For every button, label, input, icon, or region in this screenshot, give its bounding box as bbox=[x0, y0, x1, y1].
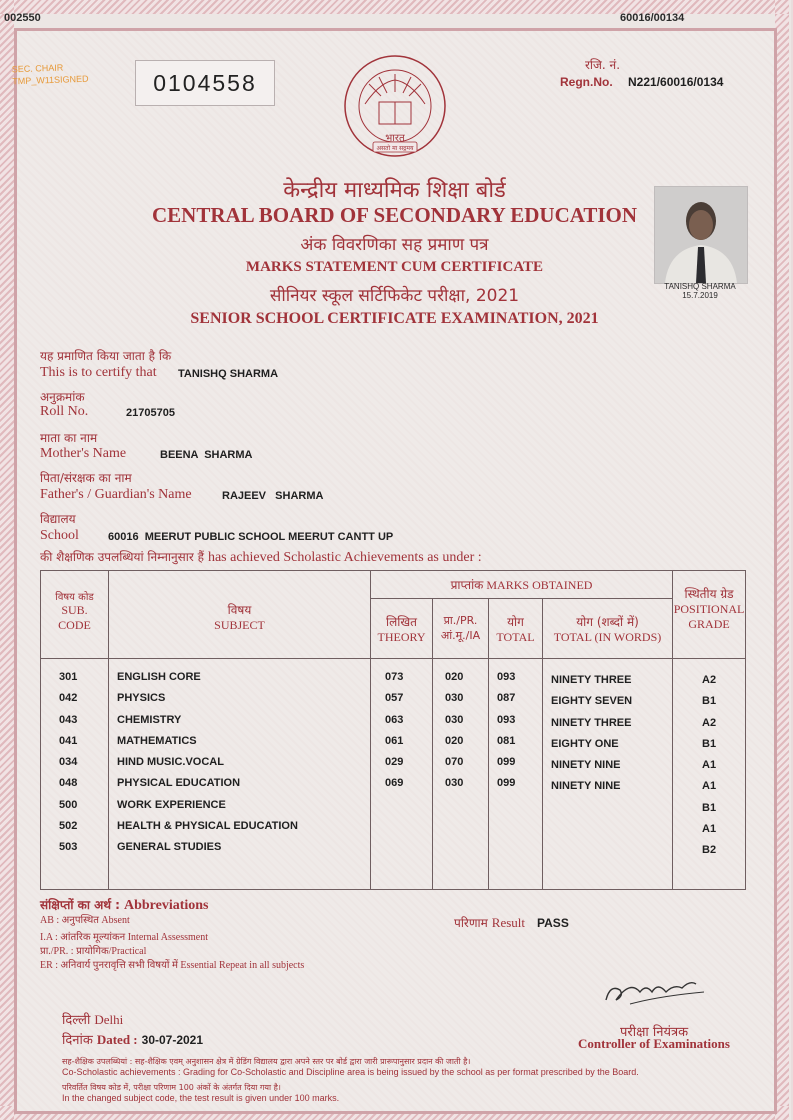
practical-header: प्रा./PR. आं.मू./IA bbox=[433, 599, 489, 659]
grade-column bbox=[673, 659, 746, 890]
cbse-emblem bbox=[335, 52, 455, 164]
serial-number: 0104558 bbox=[135, 60, 275, 106]
theory-header: लिखित THEORY bbox=[371, 599, 433, 659]
table-row-subject: HIND MUSIC.VOCAL bbox=[117, 756, 224, 769]
table-row-grade: A2 bbox=[702, 674, 717, 686]
marks-table bbox=[40, 570, 746, 890]
controller-label-en: Controller of Examinations bbox=[578, 1036, 730, 1051]
table-row-practical: 020 bbox=[445, 671, 464, 683]
doc-title-hi: अंक विवरणिका सह प्रमाण पत्र bbox=[300, 235, 489, 255]
table-row-grade: A1 bbox=[702, 759, 717, 772]
table-row-words: EIGHTY ONE bbox=[551, 737, 619, 750]
date-line: दिनांक Dated : 30-07-2021 bbox=[62, 1032, 204, 1048]
roll-label-hi: अनुक्रमांक bbox=[40, 390, 85, 404]
signature-icon bbox=[600, 970, 710, 1010]
orange-stamp: SEC. CHAIR TMP_W11SIGNED bbox=[11, 62, 89, 87]
father-name: RAJEEV SHARMA bbox=[222, 490, 324, 502]
regn-label-hi: रजि. नं. bbox=[585, 58, 621, 72]
table-row-total: 087 bbox=[497, 692, 516, 705]
table-row-subject: PHYSICS bbox=[117, 692, 166, 705]
table-row-grade: B1 bbox=[702, 737, 717, 750]
table-row-words: NINETY THREE bbox=[551, 716, 632, 729]
top-right-code: 60016/00134 bbox=[620, 12, 685, 24]
subject-column bbox=[109, 659, 371, 890]
emblem-country: भारत bbox=[385, 133, 405, 144]
table-row-subject: PHYSICAL EDUCATION bbox=[117, 777, 241, 790]
controller-label-hi: परीक्षा नियंत्रक bbox=[620, 1025, 689, 1040]
table-row-theory: 063 bbox=[385, 713, 404, 726]
table-row-code: 043 bbox=[59, 713, 78, 726]
table-row-practical: 070 bbox=[445, 756, 464, 769]
exam-title-hi: सीनियर स्कूल सर्टिफिकेट परीक्षा, 2021 bbox=[269, 286, 520, 306]
table-row-code: 301 bbox=[59, 671, 78, 683]
school-name: 60016 MEERUT PUBLIC SCHOOL MEERUT CANTT UP bbox=[108, 531, 394, 543]
table-row-practical: 030 bbox=[445, 777, 464, 790]
subject-header: विषय SUBJECT bbox=[109, 571, 371, 659]
issue-date: 30-07-2021 bbox=[141, 1033, 204, 1047]
regn-number: N221/60016/0134 bbox=[628, 75, 724, 89]
school-label-en: School bbox=[40, 528, 79, 543]
words-column bbox=[543, 659, 673, 890]
student-name: TANISHQ SHARMA bbox=[178, 368, 279, 380]
table-row-words: NINETY NINE bbox=[551, 759, 621, 772]
father-label-hi: पिता/संरक्षक का नाम bbox=[40, 471, 132, 485]
place-line: दिल्ली Delhi bbox=[62, 1012, 124, 1028]
table-row-subject: GENERAL STUDIES bbox=[117, 841, 222, 854]
table-row-code: 503 bbox=[59, 841, 78, 854]
table-row-words: EIGHTY SEVEN bbox=[551, 695, 633, 708]
roll-label-en: Roll No. bbox=[40, 404, 89, 419]
table-row-total: 093 bbox=[497, 671, 516, 683]
regn-label-en: Regn.No. bbox=[560, 75, 613, 89]
table-row-theory: 029 bbox=[385, 756, 404, 769]
table-row-subject: MATHEMATICS bbox=[117, 734, 197, 747]
abbr-item: प्रा./PR. : प्रायोगिक/Practical bbox=[40, 946, 147, 957]
exam-title-en: SENIOR SCHOOL CERTIFICATE EXAMINATION, 2021 bbox=[190, 310, 599, 327]
table-row-total: 093 bbox=[497, 713, 516, 726]
practical-column bbox=[433, 659, 489, 890]
top-left-code: 002550 bbox=[4, 12, 41, 24]
table-row-code: 048 bbox=[59, 777, 78, 790]
board-title-hi: केन्द्रीय माध्यमिक शिक्षा बोर्ड bbox=[283, 178, 506, 203]
table-row-practical: 020 bbox=[445, 734, 464, 747]
table-row-total: 081 bbox=[497, 734, 516, 747]
table-row-code: 502 bbox=[59, 820, 78, 833]
controller-signature bbox=[600, 970, 710, 1015]
abbreviations-title: संक्षिप्तों का अर्थ : Abbreviations bbox=[40, 898, 209, 913]
table-row-grade: B1 bbox=[702, 801, 717, 814]
table-row-words: NINETY NINE bbox=[551, 780, 621, 793]
table-row-grade: A1 bbox=[702, 780, 717, 793]
mother-label-en: Mother's Name bbox=[40, 446, 127, 461]
abbr-item: AB : अनुपस्थित Absent bbox=[40, 915, 130, 926]
abbreviations-list bbox=[40, 915, 304, 972]
total-words-header: योग (शब्दों में) TOTAL (IN WORDS) bbox=[543, 599, 673, 659]
table-row-code: 042 bbox=[59, 692, 78, 705]
table-row-theory: 073 bbox=[385, 671, 404, 683]
certify-label-en: This is to certify that bbox=[40, 365, 157, 380]
table-row-subject: CHEMISTRY bbox=[117, 713, 182, 726]
total-column bbox=[489, 659, 543, 890]
table-row-total: 099 bbox=[497, 777, 516, 790]
emblem-motto: असतो मा सद्गमय bbox=[376, 145, 414, 152]
table-row-practical: 030 bbox=[445, 692, 464, 705]
table-row-code: 500 bbox=[59, 798, 78, 811]
table-row-words: NINETY THREE bbox=[551, 674, 632, 686]
result-value: PASS bbox=[537, 916, 569, 930]
doc-title-en: MARKS STATEMENT CUM CERTIFICATE bbox=[245, 259, 544, 275]
table-row-total: 099 bbox=[497, 756, 516, 769]
abbr-item: ER : अनिवार्य पुनरावृत्ति सभी विषयों में Essential Repeat in all subjects bbox=[40, 960, 305, 971]
certify-label-hi: यह प्रमाणित किया जाता है कि bbox=[40, 349, 172, 363]
student-photo bbox=[654, 186, 748, 284]
father-label-en: Father's / Guardian's Name bbox=[40, 487, 192, 502]
result-line: परिणाम Result PASS bbox=[454, 915, 569, 930]
total-header: योग TOTAL bbox=[489, 599, 543, 659]
theory-column bbox=[371, 659, 433, 890]
board-title-en: CENTRAL BOARD OF SECONDARY EDUCATION bbox=[151, 203, 638, 227]
achievement-line: की शैक्षणिक उपलब्धियां निम्नानुसार हैं has achieved Scholastic Achievements as under : bbox=[40, 550, 482, 565]
table-row-practical: 030 bbox=[445, 713, 464, 726]
abbr-item: I.A : आंतरिक मूल्यांकन Internal Assessment bbox=[40, 932, 208, 943]
grade-header: स्थितीय ग्रेड POSITIONAL GRADE bbox=[673, 571, 746, 659]
table-row-subject: ENGLISH CORE bbox=[117, 671, 201, 683]
table-row-subject: HEALTH & PHYSICAL EDUCATION bbox=[117, 820, 298, 833]
code-column bbox=[41, 659, 109, 890]
sub-code-header: विषय कोड SUB. CODE bbox=[41, 571, 109, 659]
table-row-theory: 057 bbox=[385, 692, 404, 705]
table-row-theory: 061 bbox=[385, 734, 404, 747]
table-row-code: 041 bbox=[59, 734, 78, 747]
school-label-hi: विद्यालय bbox=[40, 512, 76, 526]
mother-name: BEENA SHARMA bbox=[160, 449, 253, 461]
student-photo-icon bbox=[655, 187, 747, 283]
table-row-subject: WORK EXPERIENCE bbox=[117, 798, 226, 811]
photo-caption: TANISHQ SHARMA 15.7.2019 bbox=[664, 282, 736, 300]
table-row-grade: A1 bbox=[702, 823, 717, 836]
table-row-grade: B2 bbox=[702, 844, 717, 857]
mother-label-hi: माता का नाम bbox=[40, 431, 98, 445]
roll-number: 21705705 bbox=[126, 407, 175, 419]
table-row-grade: A2 bbox=[702, 716, 717, 729]
footer-notes: सह-शैक्षिक उपलब्धियां : सह-शैक्षिक एवम् अनुशासन क्षेत्र में ग्रेडिंग विद्यालय द्वारा अपने स्तर पर बोर्ड द्वारा जारी प्रारूपानुसार प्रदान की जाती है। Co-Scholastic achievements : Grading for Co-Scholastic and Discipline area is being issued by the school as per format prescribed by the Board. परिवर्तित विषय कोड में, परीक्षा परिणाम 100 अंकों के अंतर्गत दिया गया है। In the changed subject code, the test result is given under 100 marks. bbox=[62, 1057, 639, 1103]
table-row-grade: B1 bbox=[702, 695, 717, 708]
table-row-code: 034 bbox=[59, 756, 78, 769]
marks-obtained-header: प्राप्तांक MARKS OBTAINED bbox=[371, 571, 673, 599]
table-row-theory: 069 bbox=[385, 777, 404, 790]
